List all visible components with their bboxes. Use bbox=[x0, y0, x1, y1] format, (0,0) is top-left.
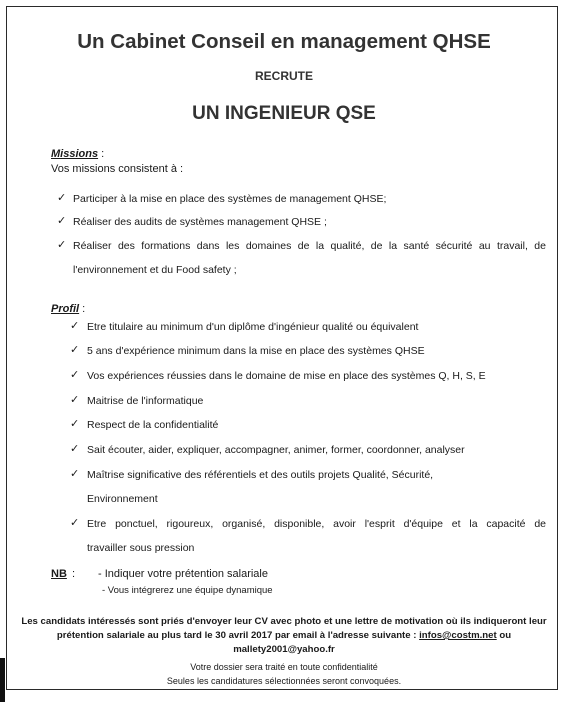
profil-item: Maîtrise significative des référentiels et des outils projets Qualité, Sécurité, bbox=[87, 469, 434, 481]
profil-item: Vos expériences réussies dans le domaine de mise en place des systèmes Q, H, S, E bbox=[87, 370, 486, 382]
check-icon: ✓ bbox=[57, 215, 67, 227]
profil-item: Etre titulaire au minimum d'un diplôme d'ingénieur qualité ou équivalent bbox=[87, 321, 419, 333]
mission-item-continued: l'environnement et du Food safety ; bbox=[73, 264, 237, 276]
check-icon: ✓ bbox=[70, 468, 80, 480]
nb-line-2: - Vous intégrerez une équipe dynamique bbox=[102, 585, 273, 596]
email-2: mallety2001@yahoo.fr bbox=[233, 644, 335, 655]
nb-line-1: - Indiquer votre prétention salariale bbox=[98, 568, 268, 580]
profil-item-continued: Environnement bbox=[87, 493, 158, 505]
mission-item: Réaliser des audits de systèmes management QHSE ; bbox=[73, 216, 327, 228]
profil-heading: Profil : bbox=[51, 303, 86, 315]
missions-label: Missions bbox=[51, 148, 99, 160]
mission-item: Réaliser des formations dans les domaines de la qualité, de la santé sécurité au travail, de bbox=[73, 240, 546, 252]
profil-label: Profil bbox=[51, 303, 80, 315]
company-title: Un Cabinet Conseil en management QHSE bbox=[77, 30, 491, 53]
confidentiality-note: Votre dossier sera traité en toute confidentialité bbox=[190, 662, 378, 672]
mission-item: Participer à la mise en place des systèmes de management QHSE; bbox=[73, 193, 387, 205]
selection-note: Seules les candidatures sélectionnées seront convoquées. bbox=[166, 676, 402, 686]
instructions-text: prétention salariale au plus tard le 30 avril 2017 par email à l'adresse suivante : bbox=[56, 630, 420, 641]
missions-intro: Vos missions consistent à : bbox=[51, 163, 184, 175]
check-icon: ✓ bbox=[70, 344, 80, 356]
check-icon: ✓ bbox=[70, 443, 80, 455]
check-icon: ✓ bbox=[70, 394, 80, 406]
profil-item-continued: travailler sous pression bbox=[87, 542, 195, 554]
check-icon: ✓ bbox=[70, 320, 80, 332]
check-icon: ✓ bbox=[70, 369, 80, 381]
recruits-heading: RECRUTE bbox=[254, 69, 313, 83]
profil-item: Respect de la confidentialité bbox=[87, 419, 219, 431]
instructions-line-1: Les candidats intéressés sont priés d'envoyer leur CV avec photo et une lettre de motivation où ils indiqueront leur bbox=[21, 616, 547, 627]
check-icon: ✓ bbox=[57, 192, 67, 204]
or-text: ou bbox=[496, 630, 512, 641]
application-instructions bbox=[16, 615, 552, 657]
instructions-line-2 bbox=[16, 629, 552, 643]
profil-item: Sait écouter, aider, expliquer, accompagner, animer, former, coordonner, analyser bbox=[87, 444, 465, 456]
position-title: UN INGENIEUR QSE bbox=[192, 103, 376, 124]
check-icon: ✓ bbox=[70, 418, 80, 430]
profil-item: Etre ponctuel, rigoureux, organisé, disponible, avoir l'esprit d'équipe et la capacité de bbox=[87, 518, 546, 530]
nb-label: NB bbox=[51, 568, 67, 580]
check-icon: ✓ bbox=[70, 517, 80, 529]
profil-item: Maitrise de l'informatique bbox=[87, 395, 204, 407]
email-link-1[interactable]: infos@costm.net bbox=[419, 630, 497, 641]
missions-heading: Missions : bbox=[51, 148, 105, 160]
nb-colon: : bbox=[72, 568, 76, 580]
check-icon: ✓ bbox=[57, 239, 67, 251]
profil-item: 5 ans d'expérience minimum dans la mise en place des systèmes QHSE bbox=[87, 345, 425, 357]
